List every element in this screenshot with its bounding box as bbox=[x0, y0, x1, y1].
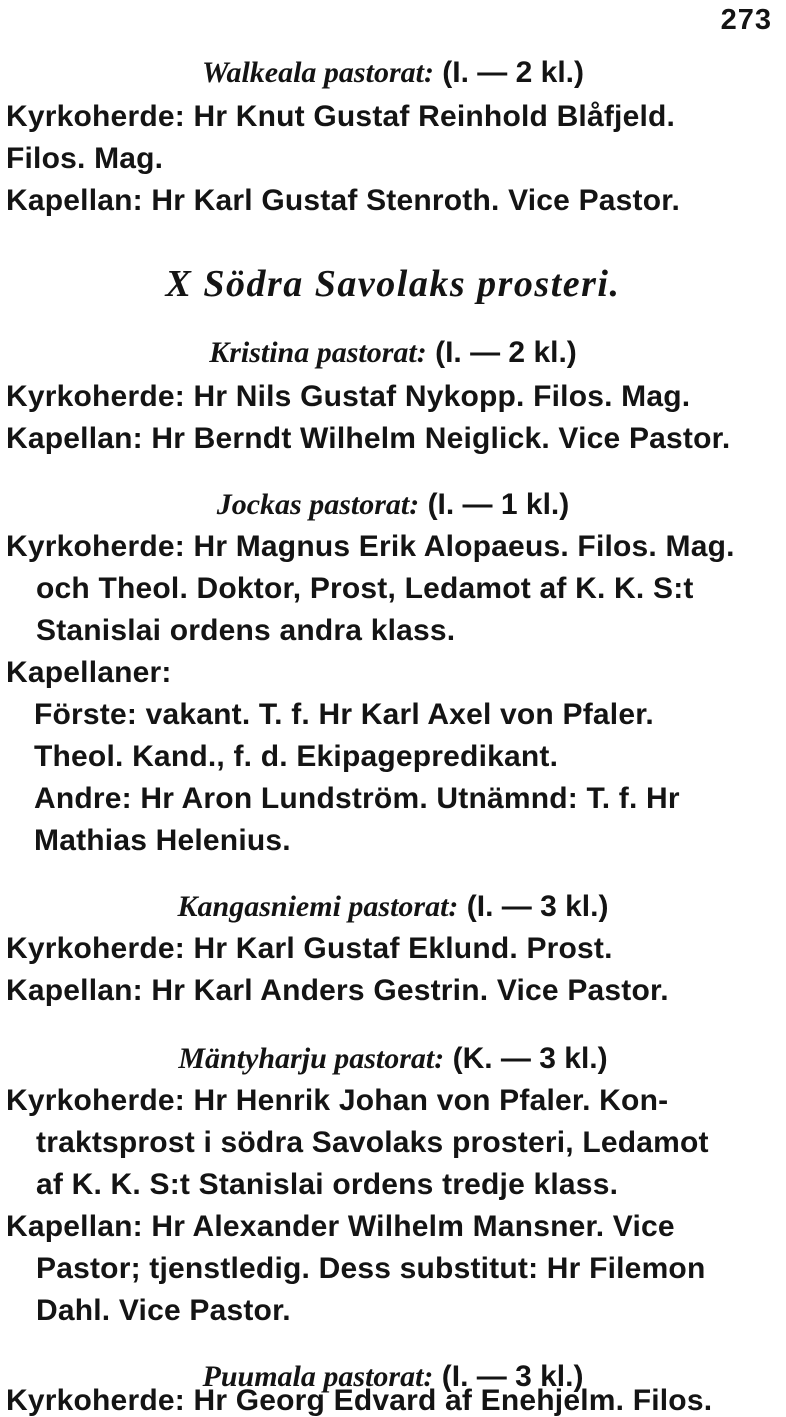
text-line: traktsprost i södra Savolaks prosteri, Ledamot bbox=[36, 1126, 709, 1159]
parish-class: (I. — 1 kl.) bbox=[427, 488, 570, 521]
parish-heading-jockas bbox=[0, 488, 786, 521]
page-number: 273 bbox=[720, 4, 772, 36]
text-line: Kyrkoherde: Hr Henrik Johan von Pfaler. Kon- bbox=[6, 1084, 669, 1117]
parish-name: Kristina pastorat: bbox=[209, 336, 427, 369]
parish-name: Mäntyharju pastorat: bbox=[178, 1042, 445, 1075]
parish-class: (I. — 2 kl.) bbox=[435, 336, 577, 369]
text-line: Stanislai ordens andra klass. bbox=[36, 614, 456, 647]
text-line: Förste: vakant. T. f. Hr Karl Axel von Pfaler. bbox=[34, 698, 654, 731]
text-line: Kyrkoherde: Hr Nils Gustaf Nykopp. Filos. Mag. bbox=[6, 380, 691, 413]
parish-name: Kangasniemi pastorat: bbox=[177, 890, 459, 923]
parish-class: (I. — 2 kl.) bbox=[442, 56, 584, 89]
parish-class: (K. — 3 kl.) bbox=[452, 1042, 608, 1075]
text-line: Dahl. Vice Pastor. bbox=[36, 1294, 291, 1327]
text-line: Kyrkoherde: Hr Georg Edvard af Enehjelm. Filos. bbox=[6, 1384, 713, 1417]
text-line: Filos. Mag. bbox=[6, 142, 164, 175]
text-line: Pastor; tjenstledig. Dess substitut: Hr Filemon bbox=[36, 1252, 706, 1285]
parish-name: Puumala pastorat: bbox=[202, 1360, 434, 1393]
parish-heading-kangasniemi bbox=[0, 890, 786, 923]
text-line: Kyrkoherde: Hr Magnus Erik Alopaeus. Filos. Mag. bbox=[6, 530, 735, 563]
text-line: Kapellan: Hr Karl Anders Gestrin. Vice Pastor. bbox=[6, 974, 669, 1007]
parish-heading-kristina bbox=[0, 336, 786, 369]
text-line: Kapellan: Hr Berndt Wilhelm Neiglick. Vice Pastor. bbox=[6, 422, 731, 455]
text-line: Kyrkoherde: Hr Knut Gustaf Reinhold Blåfjeld. bbox=[6, 100, 676, 133]
parish-name: Jockas pastorat: bbox=[216, 488, 420, 521]
text-line: Kyrkoherde: Hr Karl Gustaf Eklund. Prost. bbox=[6, 932, 613, 965]
text-line: Mathias Helenius. bbox=[34, 824, 291, 857]
parish-heading-mantyharju bbox=[0, 1042, 786, 1075]
parish-name: Walkeala pastorat: bbox=[202, 56, 434, 89]
text-line: Kapellan: Hr Karl Gustaf Stenroth. Vice Pastor. bbox=[6, 184, 681, 217]
text-line: Kapellan: Hr Alexander Wilhelm Mansner. Vice bbox=[6, 1210, 675, 1243]
text-line: Andre: Hr Aron Lundström. Utnämnd: T. f. Hr bbox=[34, 782, 680, 815]
text-line: och Theol. Doktor, Prost, Ledamot af K. K. S:t bbox=[36, 572, 694, 605]
text-line: Kapellaner: bbox=[6, 656, 172, 689]
text-line: af K. K. S:t Stanislai ordens tredje klass. bbox=[36, 1168, 619, 1201]
parish-heading-walkeala bbox=[0, 56, 786, 89]
text-line: Theol. Kand., f. d. Ekipagepredikant. bbox=[34, 740, 559, 773]
parish-class: (I. — 3 kl.) bbox=[441, 1360, 584, 1393]
section-title: X Södra Savolaks prosteri. bbox=[165, 263, 621, 305]
parish-class: (I. — 3 kl.) bbox=[466, 890, 609, 923]
